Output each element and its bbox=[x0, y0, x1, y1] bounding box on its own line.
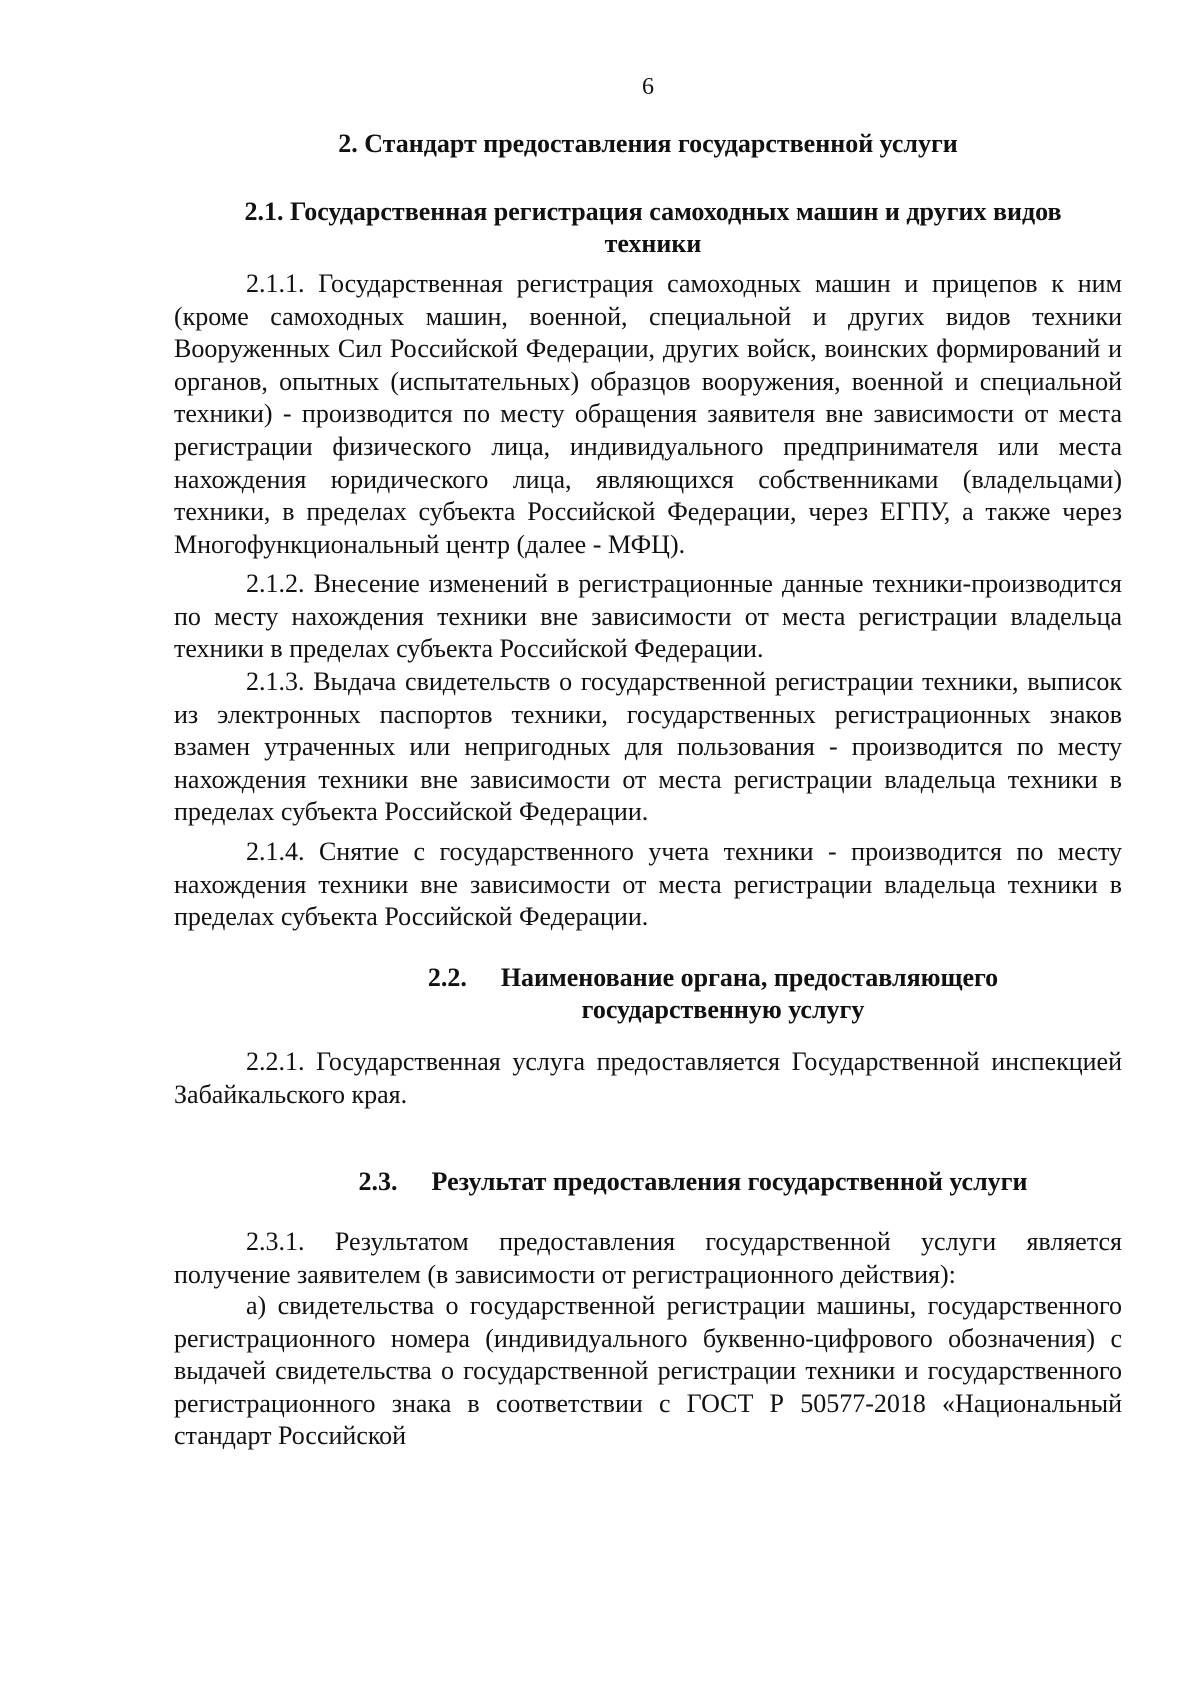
section-2-3-number: 2.3. bbox=[358, 1167, 398, 1196]
section-2-1-heading: 2.1. Государственная регистрация самоходных машин и других видов техники bbox=[244, 197, 1062, 258]
section-2-2-number: 2.2. bbox=[427, 963, 467, 992]
paragraph-2-1-3: 2.1.3. Выдача свидетельств о государственной регистрации техники, выписок из электронных паспортов техники, государственных регистрационных знаков взамен утраченных или непригодных для пользования - производится по месту нахождения техники вне зависимости от места регистрации владельца техники в пределах субъекта Российской Федерации. bbox=[174, 667, 1122, 827]
section-2-2-title-line1: Наименование органа, предоставляющего bbox=[500, 963, 999, 992]
paragraph-2-3-1: 2.3.1. Результатом предоставления государственной услуги является получение заявителем (в зависимости от регистрационного действия): bbox=[174, 1227, 1122, 1289]
paragraph-2-1-2: 2.1.2. Внесение изменений в регистрационные данные техники-производится по месту нахождения техники вне зависимости от места регистрации владельца техники в пределах субъекта Российской Федерации. bbox=[174, 569, 1122, 664]
paragraph-2-3-1-a: а) свидетельства о государственной регистрации машины, государственного регистрационного номера (индивидуального буквенно-цифрового обозначения) с выдачей свидетельства о государственной регистрации техники и государственного регистрационного знака в соответствии с ГОСТ Р 50577-2018 «Национальный стандарт Российской bbox=[174, 1291, 1122, 1451]
section-2-2-title-line2: государственную услугу bbox=[581, 995, 865, 1024]
section-2-heading: 2. Стандарт предоставления государственной услуги bbox=[338, 129, 958, 158]
paragraph-2-2-1: 2.2.1. Государственная услуга предоставляется Государственной инспекцией Забайкальского края. bbox=[174, 1047, 1122, 1109]
section-2-2-heading bbox=[174, 962, 1122, 1026]
paragraph-2-1-4: 2.1.4. Снятие с государственного учета техники - производится по месту нахождения техники вне зависимости от места регистрации владельца техники в пределах субъекта Российской Федерации. bbox=[174, 837, 1122, 932]
page-number: 6 bbox=[642, 74, 654, 100]
section-2-3-heading bbox=[174, 1166, 1122, 1198]
section-2-3-title: Результат предоставления государственной услуги bbox=[431, 1167, 1028, 1196]
paragraph-2-1-1: 2.1.1. Государственная регистрация самоходных машин и прицепов к ним (кроме самоходных машин, военной, специальной и других видов техники Вооруженных Сил Российской Федерации, других войск, воинских формирований и органов, опытных (испытательных) образцов вооружения, военной и специальной техники) - производится по месту обращения заявителя вне зависимости от места регистрации физического лица, индивидуального предпринимателя или места нахождения юридического лица, являющихся собственниками (владельцами) техники, в пределах субъекта Российской Федерации, через ЕГПУ, а также через Многофункциональный центр (далее - МФЦ). bbox=[174, 269, 1122, 559]
